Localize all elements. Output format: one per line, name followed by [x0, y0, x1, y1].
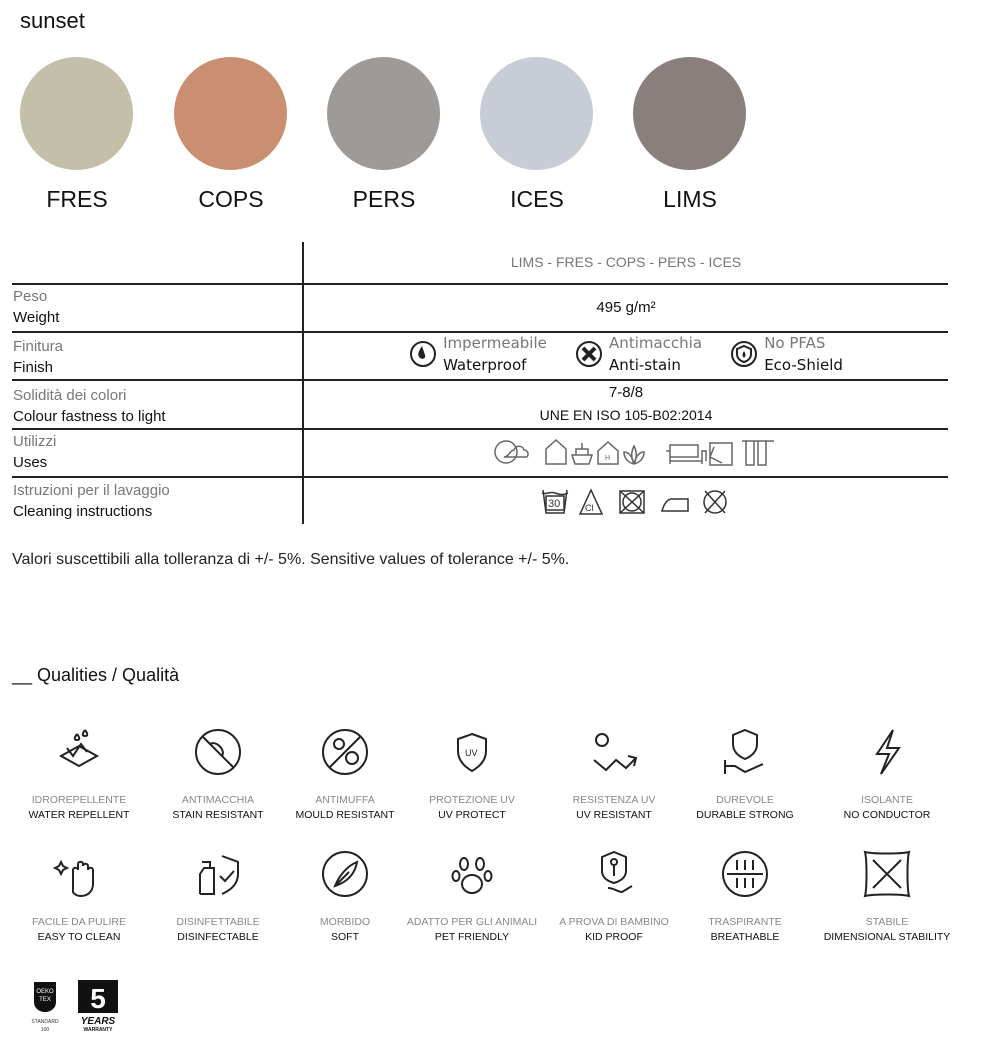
swatch-ices[interactable]: [480, 57, 593, 170]
eco-shield-icon: [730, 340, 758, 368]
row-divider: [12, 428, 948, 430]
uv-protect-icon: [444, 724, 500, 780]
weight-label: Peso Weight: [13, 288, 60, 326]
quality-label-en: MOULD RESISTANT: [295, 809, 395, 821]
quality-item: [539, 724, 689, 821]
curtain-icon: [742, 441, 774, 465]
row-divider: [12, 283, 948, 285]
swatch-lims[interactable]: [633, 57, 746, 170]
spa-icon: [624, 446, 644, 464]
easy-clean-icon: [51, 846, 107, 902]
svg-text:UV: UV: [465, 748, 478, 758]
quality-label-en: PET FRIENDLY: [434, 931, 510, 943]
quality-label-en: WATER REPELLENT: [28, 809, 130, 821]
row-divider: [12, 476, 948, 478]
swatch-label: FRES: [46, 186, 108, 212]
quality-item: [4, 724, 154, 821]
dimensional-stability-icon: [859, 846, 915, 902]
mould-resistant-icon: [317, 724, 373, 780]
swatch-cops[interactable]: [174, 57, 287, 170]
quality-label-it: MORBIDO: [319, 916, 371, 928]
quality-label-en: UV RESISTANT: [576, 809, 652, 821]
quality-label-it: RESISTENZA UV: [572, 794, 656, 806]
swatch-fres[interactable]: [20, 57, 133, 170]
house-icon: [546, 440, 566, 464]
svg-text:100: 100: [40, 1027, 50, 1033]
quality-label-it: IDROREPELLENTE: [31, 794, 127, 806]
svg-text:YEARS: YEARS: [80, 1016, 116, 1027]
row-divider: [12, 379, 948, 381]
swatch-pers[interactable]: [327, 57, 440, 170]
quality-label-it: DUREVOLE: [716, 794, 774, 806]
swatch-label: PERS: [352, 186, 416, 212]
swatch-label: LIMS: [663, 186, 717, 212]
swatch-label: ICES: [510, 186, 564, 212]
tumble-dry-no-icon: [620, 491, 644, 513]
pet-friendly-icon: [444, 846, 500, 902]
svg-text:WARRANTY: WARRANTY: [83, 1027, 113, 1033]
iron-icon: [662, 499, 688, 511]
quality-label-it: FACILE DA PULIRE: [32, 916, 126, 928]
quality-label-en: NO CONDUCTOR: [843, 809, 931, 821]
quality-label-it: PROTEZIONE UV: [429, 794, 515, 806]
collection-title: sunset: [20, 8, 85, 33]
stain-resistant-icon: [190, 724, 246, 780]
quality-label-en: DISINFECTABLE: [177, 931, 259, 943]
quality-label-en: STAIN RESISTANT: [172, 809, 264, 821]
tolerance-note: Valori suscettibili alla tolleranza di +/- 5%. Sensitive values of tolerance +/- 5%.: [12, 551, 570, 568]
kid-proof-icon: [586, 846, 642, 902]
cushion-icon: [710, 443, 732, 465]
fastness-standard: UNE EN ISO 105-B02:2014: [539, 407, 713, 423]
quality-label-it: STABILE: [865, 916, 909, 928]
soft-icon: [317, 846, 373, 902]
quality-item: [812, 846, 962, 943]
quality-label-it: ADATTO PER GLI ANIMALI: [406, 916, 538, 928]
quality-label-en: DURABLE STRONG: [696, 809, 794, 821]
fastness-label: Solidità dei colori Colour fastness to light: [13, 387, 166, 425]
finish-anti-stain: Antimacchia Anti-stain: [575, 332, 702, 376]
svg-text:H: H: [605, 455, 611, 462]
warranty-logo: [78, 980, 118, 1033]
finish-label: Finitura Finish: [13, 338, 64, 376]
weight-value: 495 g/m²: [596, 299, 656, 316]
svg-text:TEX: TEX: [39, 997, 51, 1003]
quality-label-it: ANTIMUFFA: [315, 794, 375, 806]
fastness-value: 7-8/8: [608, 384, 644, 401]
quality-item: [670, 846, 820, 943]
quality-label-en: DIMENSIONAL STABILITY: [823, 931, 951, 943]
uv-resistant-icon: [586, 724, 642, 780]
quality-label-en: SOFT: [331, 931, 359, 943]
water-repellent-icon: [51, 724, 107, 780]
colors-header: LIMS - FRES - COPS - PERS - ICES: [510, 254, 742, 270]
svg-text:OEKO: OEKO: [36, 989, 54, 995]
wash-temp: 30: [548, 498, 561, 510]
quality-label-en: EASY TO CLEAN: [37, 931, 121, 943]
quality-item: [812, 724, 962, 821]
quality-label-en: KID PROOF: [585, 931, 643, 943]
uses-label: Utilizzi Uses: [13, 433, 57, 471]
quality-label-it: ISOLANTE: [861, 794, 913, 806]
outdoor-icon: [495, 441, 528, 463]
svg-text:STANDARD: STANDARD: [31, 1019, 59, 1025]
quality-label-it: ANTIMACCHIA: [181, 794, 255, 806]
uses-icons: [494, 437, 776, 467]
quality-item: [670, 724, 820, 821]
finish-items: [304, 332, 948, 376]
sofa-icon: [666, 445, 706, 464]
breathable-icon: [717, 846, 773, 902]
hotel-icon: [598, 442, 618, 464]
quality-label-en: UV PROTECT: [438, 809, 506, 821]
swatch-label: COPS: [198, 186, 264, 212]
boat-icon: [572, 443, 592, 464]
finish-eco-shield: No PFAS Eco-Shield: [730, 332, 843, 376]
durable-icon: [717, 724, 773, 780]
finish-waterproof: Impermeabile Waterproof: [409, 332, 547, 376]
no-conductor-icon: [859, 724, 915, 780]
bleach-label: Cl: [585, 503, 594, 513]
cleaning-label: Istruzioni per il lavaggio Cleaning instructions: [13, 482, 170, 520]
quality-label-it: TRASPIRANTE: [708, 916, 782, 928]
quality-label-en: BREATHABLE: [710, 931, 780, 943]
quality-label-it: A PROVA DI BAMBINO: [559, 916, 669, 928]
quality-item: [397, 846, 547, 943]
certification-badges: [30, 978, 120, 1038]
quality-item: [397, 724, 547, 821]
disinfectable-icon: [190, 846, 246, 902]
quality-item: [539, 846, 689, 943]
waterproof-icon: [409, 340, 437, 368]
quality-label-it: DISINFETTABILE: [176, 916, 260, 928]
anti-stain-icon: [575, 340, 603, 368]
dry-clean-no-icon: [704, 491, 726, 513]
qualities-title: __ Qualities / Qualità: [12, 665, 180, 685]
oeko-tex-logo: [31, 982, 59, 1033]
quality-item: [4, 846, 154, 943]
cleaning-icons: [540, 487, 740, 517]
svg-text:5: 5: [90, 983, 106, 1014]
